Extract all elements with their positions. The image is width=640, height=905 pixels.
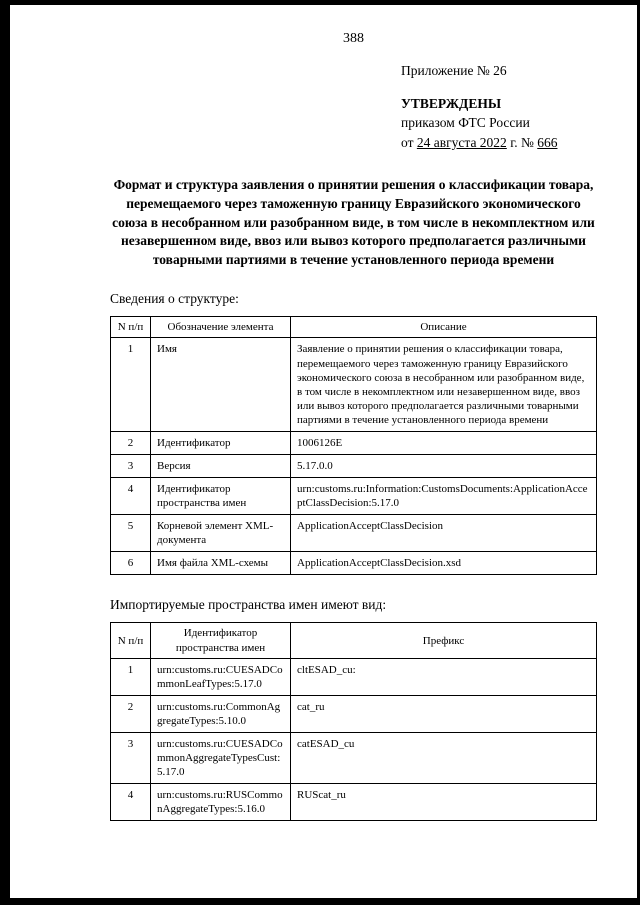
table-cell: urn:customs.ru:Information:CustomsDocuments:ApplicationAcceptClassDecision:5.17.0 <box>291 478 597 515</box>
table-cell: cat_ru <box>291 695 597 732</box>
table-cell: 2 <box>111 695 151 732</box>
table-cell: 5 <box>111 515 151 552</box>
col-header-num: N п/п <box>111 317 151 338</box>
table-cell: 2 <box>111 431 151 454</box>
table-cell: Версия <box>151 455 291 478</box>
col-header-num: N п/п <box>111 623 151 658</box>
appendix-label: Приложение № 26 <box>401 63 507 78</box>
table-row <box>111 515 597 552</box>
approved-by-label: приказом ФТС России <box>401 115 530 131</box>
col-header-description: Описание <box>291 317 597 338</box>
table-cell: 3 <box>111 455 151 478</box>
page-content <box>10 5 637 821</box>
table-cell: Заявление о принятии решения о классификации товара, перемещаемого через таможенную границу Евразийского экономического союза в несобранном или разобранном виде, в том числе в некомплектном или незавершенном виде, ввоз или вывоз которого предполагается различными товарными партиями в течение установленного периода времени <box>291 338 597 431</box>
approval-date-line <box>401 133 597 153</box>
table-cell: 4 <box>111 784 151 821</box>
table-row <box>111 431 597 454</box>
table-cell: 1 <box>111 658 151 695</box>
date-prefix: от <box>401 134 414 150</box>
table-row <box>111 478 597 515</box>
table-row <box>111 695 597 732</box>
table-cell: Идентификатор <box>151 431 291 454</box>
table-cell: Имя <box>151 338 291 431</box>
table-cell: ApplicationAcceptClassDecision.xsd <box>291 552 597 575</box>
document-title: Формат и структура заявления о принятии решения о классификации товара, перемещаемого через таможенную границу Евразийского экономического союза в несобранном или разобранном виде, в том числе в некомплектном или незавершенном виде, ввоз или вывоз которого предполагается различными товарными партиями в течение установленного периода времени <box>112 177 595 267</box>
page-number: 388 <box>343 31 364 46</box>
approval-date: 24 августа 2022 <box>416 134 507 150</box>
table-row <box>111 338 597 431</box>
table-cell: urn:customs.ru:CUESADCommonAggregateTypesCust:5.17.0 <box>151 732 291 783</box>
approved-label: УТВЕРЖДЕНЫ <box>401 95 502 111</box>
table-cell: urn:customs.ru:CommonAggregateTypes:5.10.0 <box>151 695 291 732</box>
col-header-namespace: Идентификатор пространства имен <box>151 623 291 658</box>
date-mid: г. № <box>510 134 534 150</box>
table-row <box>111 732 597 783</box>
table-cell: 4 <box>111 478 151 515</box>
table-cell: urn:customs.ru:CUESADCommonLeafTypes:5.17.0 <box>151 658 291 695</box>
table-row <box>111 658 597 695</box>
table-cell: 5.17.0.0 <box>291 455 597 478</box>
col-header-prefix: Префикс <box>291 623 597 658</box>
table-cell: Корневой элемент XML-документа <box>151 515 291 552</box>
table-cell: 6 <box>111 552 151 575</box>
table-row <box>111 784 597 821</box>
namespaces-table <box>110 622 597 821</box>
table-cell: 1006126E <box>291 431 597 454</box>
table-row <box>111 552 597 575</box>
table-cell: ApplicationAcceptClassDecision <box>291 515 597 552</box>
table-cell: cltESAD_cu: <box>291 658 597 695</box>
table-cell: 1 <box>111 338 151 431</box>
table-cell: Идентификатор пространства имен <box>151 478 291 515</box>
table-cell: Имя файла XML-схемы <box>151 552 291 575</box>
structure-table <box>110 316 597 575</box>
table-header-row <box>111 317 597 338</box>
structure-section-label: Сведения о структуре: <box>110 291 239 307</box>
order-number: 666 <box>537 134 558 150</box>
table-cell: urn:customs.ru:RUSCommonAggregateTypes:5.16.0 <box>151 784 291 821</box>
table-cell: catESAD_cu <box>291 732 597 783</box>
table-header-row <box>111 623 597 658</box>
table-cell: RUScat_ru <box>291 784 597 821</box>
col-header-element: Обозначение элемента <box>151 317 291 338</box>
table-cell: 3 <box>111 732 151 783</box>
approval-block <box>401 61 597 152</box>
namespaces-section-label: Импортируемые пространства имен имеют вид: <box>110 597 387 613</box>
table-row <box>111 455 597 478</box>
